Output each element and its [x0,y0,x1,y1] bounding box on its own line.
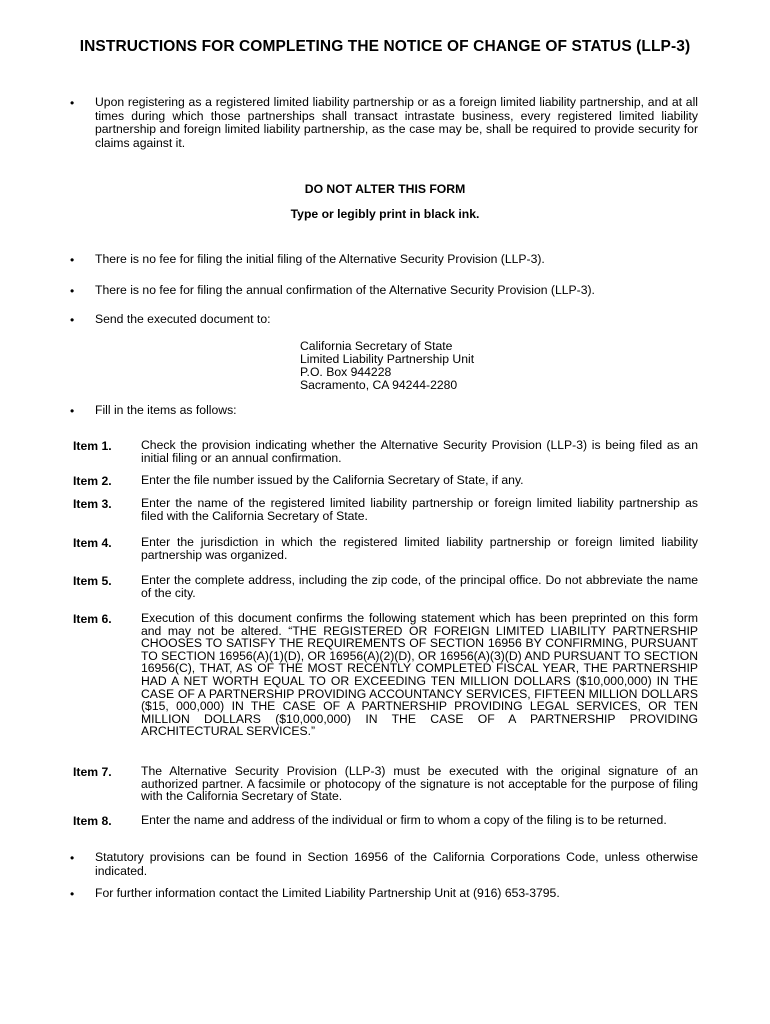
fill-in-instruction: Fill in the items as follows: [95,403,237,417]
item-1-text: Check the provision indicating whether the Alternative Security Provision (LLP-3) is being filed as an initial filing or an annual confirmation. [141,438,698,465]
statutory-provisions-note: Statutory provisions can be found in Section 16956 of the California Corporations Code, unless otherwise indicated. [95,850,698,878]
bullet-annual-fee: There is no fee for filing the annual confirmation of the Alternative Security Provision (LLP-3). [95,283,595,297]
bullet-send-to: Send the executed document to: [95,312,271,326]
address-line: Limited Liability Partnership Unit [300,352,475,366]
intro-paragraph: Upon registering as a registered limited liability partnership or as a foreign limited liability partnership, and at all times during which those partnerships shall transact intrastate business, every registered limited liability partnership and foreign limited liability partnership, as the case may be, shall be required to provide security for claims against it. [95,95,698,150]
item-7-text: The Alternative Security Provision (LLP-3) must be executed with the original signature of an authorized partner. A facsimile or photocopy of the signature is not acceptable for the purpose of filing with the California Secretary of State. [141,764,698,804]
bullet-icon: • [70,96,75,110]
contact-info-note: For further information contact the Limited Liability Partnership Unit at (916) 653-3795. [95,886,560,900]
bullet-icon: • [70,887,75,901]
item-6-text: Execution of this document confirms the following statement which has been preprinted on this form and may not be altered. “THE REGISTERED OR FOREIGN LIMITED LIABILITY PARTNERSHIP CHOOSES TO SATISFY THE REQUIREMENTS OF SECTION 16956 BY CONFIRMING, PURSUANT TO SECTION 16956(A)(1)(D), OR 16956(A)(2)(D), OR 16956(A)(3)(D) AND PURSUANT TO SECTION 16956(C), THAT, AS OF THE MOST RECENTLY COMPLETED FISCAL YEAR, THE PARTNERSHIP HAD A NET WORTH EQUAL TO OR EXCEEDING TEN MILLION DOLLARS ($10,000,000) IN THE CASE OF A PARTNERSHIP PROVIDING ACCOUNTANCY SERVICES, FIFTEEN MILLION DOLLARS ($15, 000,000) IN THE CASE OF A PARTNERSHIP PROVIDING LEGAL SERVICES, OR TEN MILLION DOLLARS ($10,000,000) IN THE CASE OF A PARTNERSHIP PROVIDING ARCHITECTURAL SERVICES.” [141,611,698,739]
item-2-label: Item 2. [73,474,112,488]
bullet-icon: • [70,284,75,298]
item-3-label: Item 3. [73,497,112,511]
item-8-text: Enter the name and address of the individual or firm to whom a copy of the filing is to be returned. [141,813,667,827]
item-4-label: Item 4. [73,536,112,550]
address-line: Sacramento, CA 94244-2280 [300,378,458,392]
item-4-text: Enter the jurisdiction in which the registered limited liability partnership or foreign limited liability partnership was organized. [141,535,698,562]
bullet-icon: • [70,404,75,418]
page-title: INSTRUCTIONS FOR COMPLETING THE NOTICE OF CHANGE OF STATUS (LLP-3) [79,38,691,55]
mailing-address [300,340,474,392]
bullet-icon: • [70,253,75,267]
item-6-label: Item 6. [73,612,112,626]
ink-instruction: Type or legibly print in black ink. [290,207,480,221]
item-7-label: Item 7. [73,765,112,779]
bullet-icon: • [70,313,75,327]
item-3-text: Enter the name of the registered limited liability partnership or foreign limited liability partnership as filed with the California Secretary of State. [141,496,698,523]
address-line: P.O. Box 944228 [300,365,392,379]
item-2-text: Enter the file number issued by the California Secretary of State, if any. [141,473,524,487]
item-1-label: Item 1. [73,439,112,453]
item-5-label: Item 5. [73,574,112,588]
bullet-icon: • [70,851,75,865]
item-5-text: Enter the complete address, including the zip code, of the principal office. Do not abbreviate the name of the city. [141,573,698,600]
item-8-label: Item 8. [73,814,112,828]
bullet-initial-fee: There is no fee for filing the initial filing of the Alternative Security Provision (LLP-3). [95,252,545,266]
address-line: California Secretary of State [300,339,453,353]
do-not-alter-heading: DO NOT ALTER THIS FORM [304,182,466,196]
